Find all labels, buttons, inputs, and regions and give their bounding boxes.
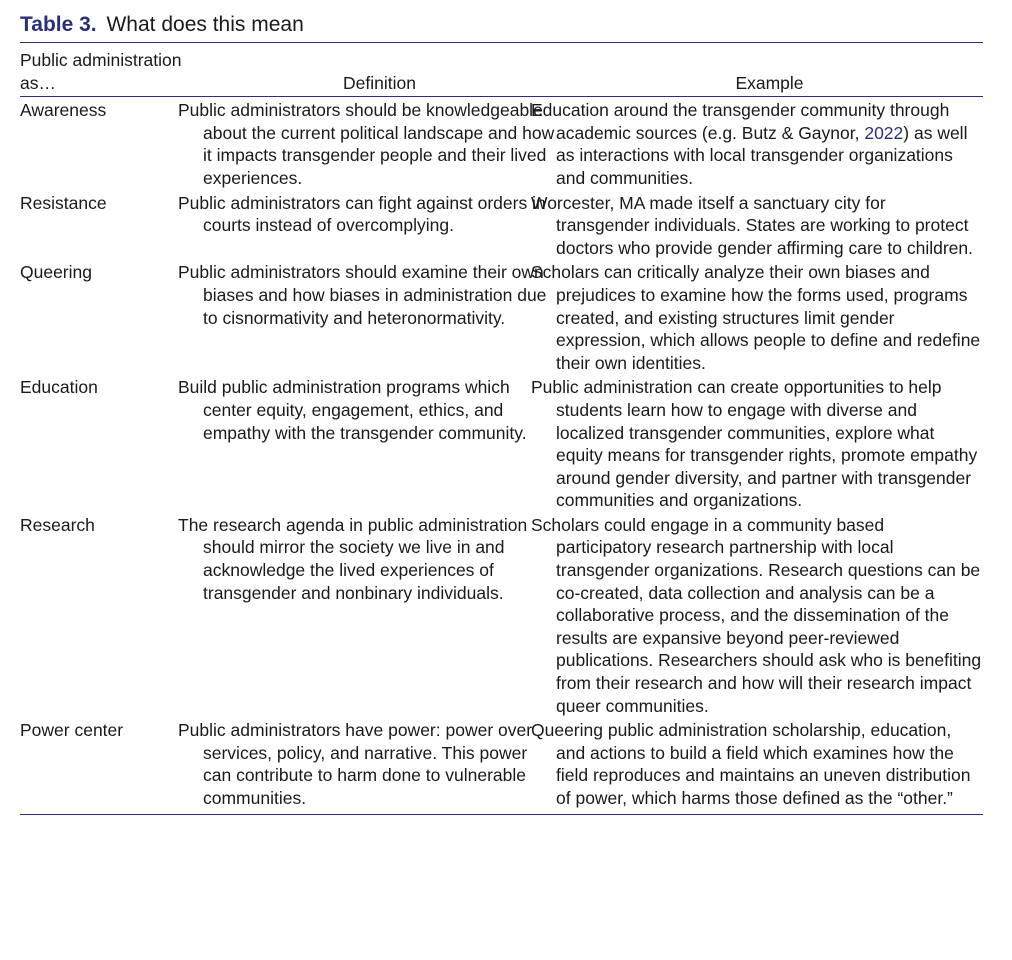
table-row — [20, 717, 983, 813]
row-definition: Public administrators have power: power over services, policy, and narrative. This power can contribute to harm done to vulnerable communities. — [178, 720, 533, 808]
row-term: Awareness — [20, 100, 107, 121]
example-text: Education around the transgender community through academic sources (e.g. Butz & Gaynor, — [531, 100, 950, 143]
row-definition: The research agenda in public administration should mirror the society we live in and acknowledge the lived experiences of transgender and nonbinary individuals. — [178, 514, 528, 603]
header-row — [20, 43, 983, 97]
table-row — [20, 190, 983, 260]
row-example: Scholars can critically analyze their own biases and prejudices to examine how the forms used, programs created, and existing structures limit gender expression, which allows people to define and redefine their own identities. — [531, 262, 981, 373]
row-term: Education — [20, 377, 98, 398]
row-definition: Public administrators can fight against orders in courts instead of overcomplying. — [178, 192, 546, 236]
data-table — [20, 43, 983, 814]
bottom-rule — [20, 814, 983, 815]
table-row — [20, 97, 983, 190]
table-label: Table 3. — [20, 13, 97, 36]
header-public-administration: Public administration as… — [20, 43, 203, 97]
table-title: What does this mean — [106, 13, 304, 36]
table-caption — [20, 10, 983, 40]
row-example: Queering public administration scholarship, education, and actions to build a field which examines how the field reproduces and maintains an uneven distribution of power, which harms those defined as the “other.” — [531, 720, 971, 808]
citation-link[interactable]: 2022 — [864, 122, 904, 143]
row-term: Resistance — [20, 192, 107, 213]
row-example: Worcester, MA made itself a sanctuary city for transgender individuals. States are working to protect doctors who provide gender affirming care to children. — [531, 192, 973, 258]
row-definition: Build public administration programs which center equity, engagement, ethics, and empathy with the transgender community. — [178, 377, 527, 443]
row-term: Queering — [20, 262, 92, 283]
row-example: Scholars could engage in a community based participatory research partnership with local transgender organizations. Research questions can be co-created, data collection and analysis can be a collaborative process, and the dissemination of the results are expansive beyond peer-reviewed publications. Researchers should ask who is benefiting from their research and how will their research impact queer communities. — [531, 514, 982, 716]
row-definition: Public administrators should examine their own biases and how biases in administration due to cisnormativity and heteronormativity. — [178, 262, 547, 328]
table-figure — [20, 10, 983, 815]
row-example: Public administration can create opportunities to help students learn how to engage with diverse and localized transgender communities, explore what equity means for transgender rights, promote empathy around gender diversity, and partner with transgender communities and organizations. — [531, 377, 978, 511]
table-row — [20, 374, 983, 512]
row-example — [531, 97, 983, 190]
row-term: Power center — [20, 720, 124, 741]
row-definition: Public administrators should be knowledgeable about the current political landscape and how it impacts transgender people and their lived experiences. — [178, 100, 555, 188]
table-row — [20, 259, 983, 374]
row-term: Research — [20, 514, 95, 535]
example-text: ) as well as interactions with local transgender organizations and communities. — [556, 122, 968, 188]
header-example: Example — [556, 43, 983, 97]
header-definition: Definition — [203, 43, 556, 97]
table-row — [20, 512, 983, 717]
